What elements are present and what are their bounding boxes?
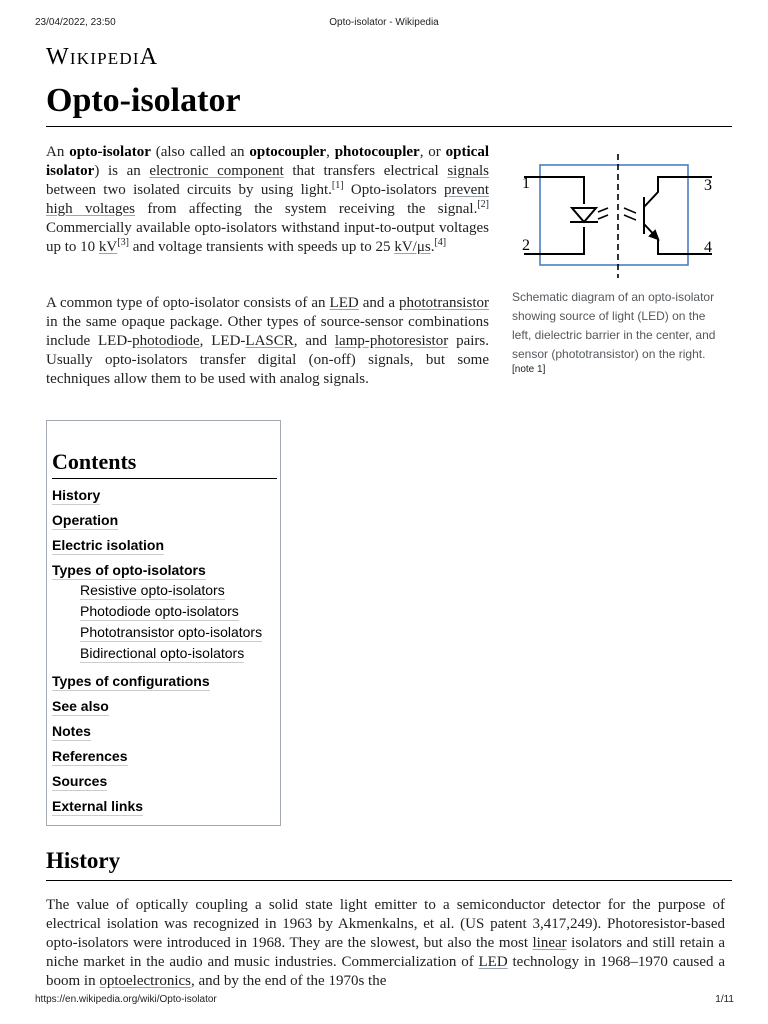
print-datetime: 23/04/2022, 23:50: [35, 17, 116, 28]
article-link[interactable]: phototransistor: [398, 295, 489, 311]
article-link[interactable]: electronic component: [149, 163, 284, 179]
pin-label-3: 3: [704, 177, 712, 194]
print-page-title: Opto-isolator - Wikipedia: [329, 17, 439, 28]
contents-divider: [52, 478, 277, 479]
bold-term: optical isolator: [46, 144, 489, 179]
print-url: https://en.wikipedia.org/wiki/Opto-isolator: [35, 994, 217, 1005]
history-divider: [46, 880, 732, 881]
toc-item-references[interactable]: References: [52, 748, 128, 764]
toc-item-resistive-opto-isolators[interactable]: Resistive opto-isolators: [80, 582, 225, 598]
intro-paragraph-1: An opto-isolator (also called an optocoupler, photocoupler, or optical isolator) is an electronic component that transfers electrical signals between two isolated circuits by using light.[1] Opto-isolators prevent high voltages from affecting the system receiving the signal.[2] Commercially available opto-isolators withstand input-to-output voltages up to 10 kV[3] and voltage transients with speeds up to 25 kV/μs.[4]: [46, 144, 490, 255]
print-footer: [0, 994, 768, 1008]
print-page-number: 1/11: [715, 994, 734, 1005]
citation-link[interactable]: [3]: [117, 237, 129, 248]
article-link[interactable]: LASCR: [245, 333, 294, 349]
table-of-contents: [46, 420, 281, 826]
intro-paragraph-2: A common type of opto-isolator consists of an LED and a phototransistor in the same opaque package. Other types of source-sensor combinations include LED-photodiode, LED-LASCR, and lamp-photoresistor pairs. Usually opto-isolators transfer digital (on-off) signals, but some techniques allow them to be used with analog signals.: [46, 295, 489, 387]
pin-label-4: 4: [704, 239, 712, 256]
package-outline: [540, 165, 688, 265]
toc-item-external-links[interactable]: External links: [52, 798, 144, 814]
title-divider: [46, 126, 732, 127]
article-link[interactable]: prevent: [444, 182, 489, 198]
citation-link[interactable]: [1]: [331, 180, 344, 191]
toc-item-notes[interactable]: Notes: [52, 723, 91, 739]
history-paragraph: The value of optically coupling a solid state light emitter to a semiconductor detector for the purpose of electrical isolation was recognized in 1963 by Akmenkalns, et al. (US patent 3,417,249). Photoresistor-based opto-isolators were introduced in 1968. They are the slowest, but also the most linear isolators and still retain a niche market in the audio and music industries. Commercialization of LED technology in 1968–1970 caused a boom in optoelectronics, and by the end of the 1970s the: [46, 897, 725, 989]
article-link[interactable]: kV: [98, 239, 118, 255]
section-heading-history: History: [46, 848, 121, 873]
toc-item-types-of-configurations[interactable]: Types of configurations: [52, 673, 210, 689]
citation-link[interactable]: [2]: [477, 199, 490, 210]
citation-link[interactable]: [4]: [434, 237, 447, 248]
article-link[interactable]: kV/μs: [394, 239, 431, 255]
bold-term: optocoupler: [249, 144, 327, 160]
article-link[interactable]: photodiode: [132, 333, 200, 349]
toc-item-types-of-opto-isolators[interactable]: Types of opto-isolators: [52, 562, 206, 578]
wordmark-text: WIKIPEDIA: [46, 44, 159, 70]
page-title: Opto-isolator: [46, 82, 241, 119]
led-symbol: [524, 177, 608, 254]
caption-note-link[interactable]: [note 1]: [512, 364, 546, 375]
article-link[interactable]: linear: [532, 935, 567, 951]
toc-item-electric-isolation[interactable]: Electric isolation: [52, 537, 165, 553]
article-link[interactable]: LED: [329, 295, 359, 311]
figure-caption: [512, 288, 724, 383]
phototransistor-symbol: [644, 177, 712, 254]
toc-item-sources[interactable]: Sources: [52, 773, 108, 789]
print-header: [0, 17, 768, 31]
opto-isolator-schematic: [512, 152, 722, 278]
article-link[interactable]: high voltages: [46, 201, 136, 217]
light-arrows: [624, 208, 636, 220]
article-link[interactable]: lamp-photoresistor: [334, 333, 449, 349]
pin-label-1: 1: [522, 175, 530, 192]
bold-term: opto-isolator: [69, 144, 151, 160]
toc-item-photodiode-opto-isolators[interactable]: Photodiode opto-isolators: [80, 603, 239, 619]
toc-item-phototransistor-opto-isolators[interactable]: Phototransistor opto-isolators: [80, 624, 263, 640]
schematic-figure: [512, 152, 724, 383]
contents-heading: Contents: [52, 449, 137, 474]
article-link[interactable]: LED: [478, 954, 508, 970]
pin-label-2: 2: [522, 237, 530, 254]
article-link[interactable]: signals: [447, 163, 489, 179]
toc-item-see-also[interactable]: See also: [52, 698, 109, 714]
article-link[interactable]: optoelectronics: [99, 973, 191, 989]
bold-term: photocoupler: [334, 144, 420, 160]
toc-item-bidirectional-opto-isolators[interactable]: Bidirectional opto-isolators: [80, 645, 245, 661]
caption-text: Schematic diagram of an opto-isolator showing source of light (LED) on the left, dielectric barrier in the center, and sensor (phototransistor) on the right.: [512, 290, 716, 361]
wikipedia-wordmark[interactable]: [46, 44, 158, 71]
toc-item-history[interactable]: History: [52, 487, 101, 503]
toc-item-operation[interactable]: Operation: [52, 512, 119, 528]
